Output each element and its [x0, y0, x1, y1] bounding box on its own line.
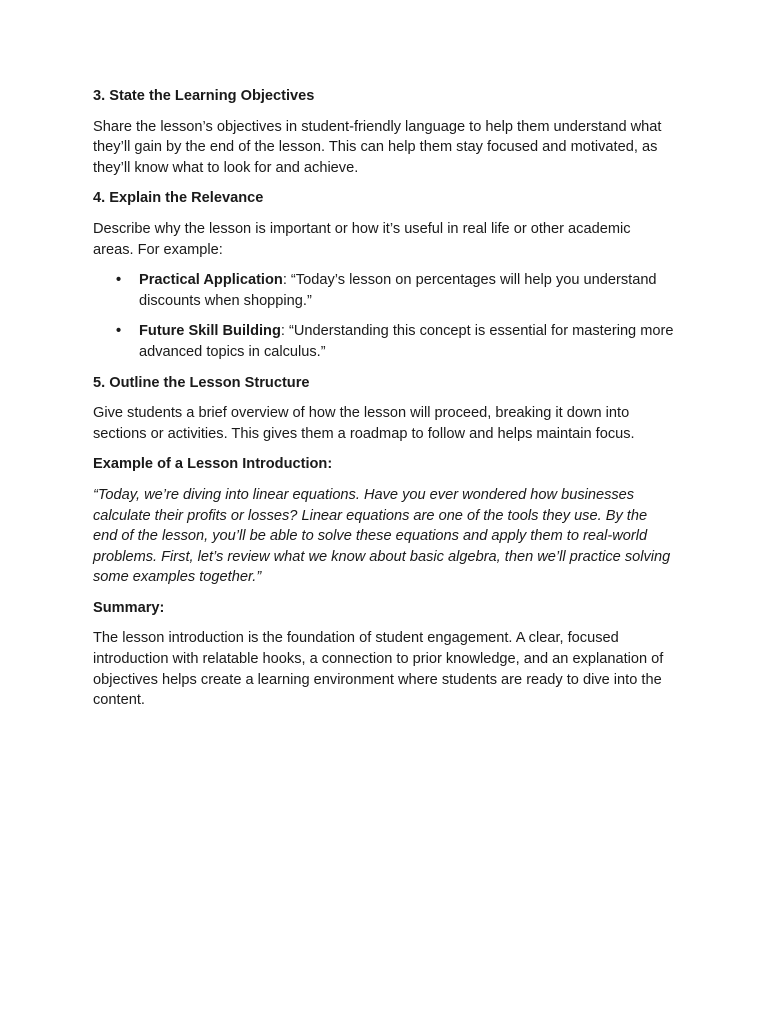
example-heading: Example of a Lesson Introduction:	[93, 456, 333, 473]
summary-paragraph: The lesson introduction is the foundation of student engagement. A clear, focused introduction with relatable hooks, a connection to prior knowledge, and an explanation of objectives helps create a learning environment where students are ready to dive into the content.	[93, 630, 664, 709]
bullet-term: Practical Application	[139, 272, 283, 289]
relevance-heading: 4. Explain the Relevance	[93, 190, 264, 207]
summary-heading: Summary:	[93, 599, 165, 616]
example-quote: “Today, we’re diving into linear equations. Have you ever wondered how businesses calculate their profits or losses? Linear equations are one of the tools they use. By the end of the lesson, you’ll be able to solve these equations and apply them to real-world problems. First, let’s review what we know about basic algebra, then we’ll practice solving some examples together.”	[93, 486, 671, 586]
relevance-paragraph: Describe why the lesson is important or how it’s useful in real life or other academic areas. For example:	[93, 220, 631, 258]
bullet-practical-application	[93, 270, 675, 311]
bullet-text: : “Understanding this concept is essential for mastering more advanced topics in calculus.”	[139, 323, 674, 360]
relevance-bullet-list	[93, 270, 675, 362]
bullet-dot: •	[116, 272, 122, 289]
bullet-term: Future Skill Building	[139, 323, 281, 340]
objectives-heading: 3. State the Learning Objectives	[93, 88, 315, 104]
bullet-text: : “Today’s lesson on percentages will help you understand discounts when shopping.”	[139, 272, 657, 309]
structure-paragraph: Give students a brief overview of how the lesson will proceed, breaking it down into sections or activities. This gives them a roadmap to follow and helps maintain focus.	[93, 405, 635, 442]
bullet-future-skill-building	[93, 321, 675, 362]
document-page	[93, 86, 675, 721]
objectives-paragraph: Share the lesson’s objectives in student-friendly language to help them understand what they’ll gain by the end of the lesson. This can help them stay focused and motivated, as they’ll know what to look for and achieve.	[93, 118, 662, 176]
structure-heading: 5. Outline the Lesson Structure	[93, 374, 310, 391]
bullet-dot: •	[116, 323, 122, 340]
